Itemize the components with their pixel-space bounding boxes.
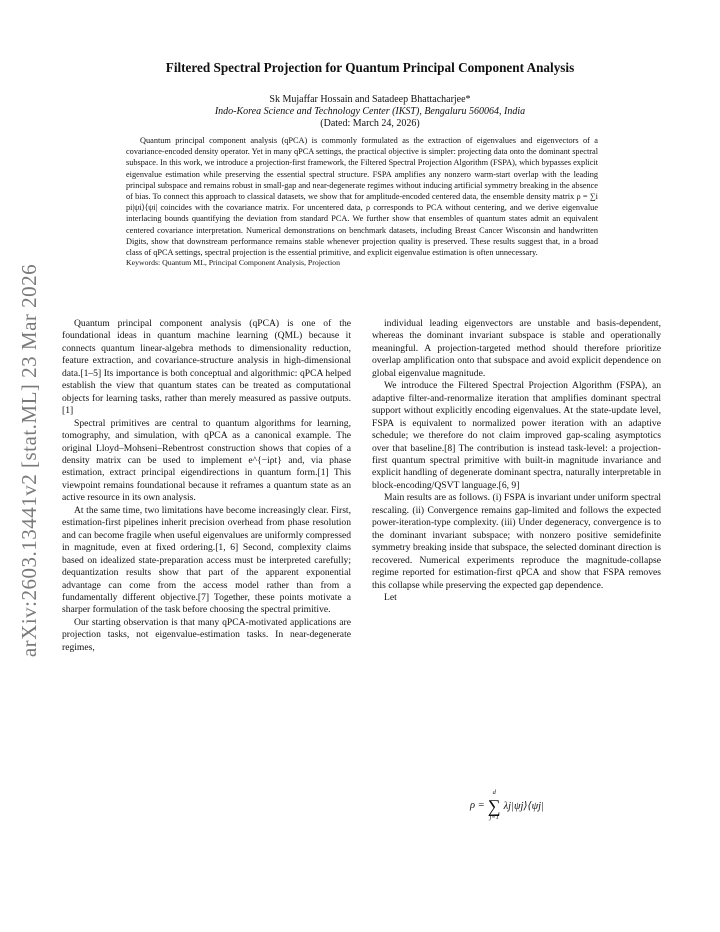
left-column <box>62 318 351 654</box>
sum-upper-limit: d <box>492 789 496 796</box>
arxiv-id: arXiv:2603.13441v2 [stat.ML] 23 Mar 2026 <box>17 263 42 657</box>
affiliation: Indo-Korea Science and Technology Center (IKST), Bengaluru 560064, India <box>214 106 526 117</box>
paragraph: Let <box>384 591 397 603</box>
density-matrix-equation <box>470 790 544 821</box>
keywords: Keywords: Quantum ML, Principal Component Analysis, Projection <box>126 258 340 267</box>
arxiv-stamp <box>6 250 54 670</box>
sum-lower-limit: j=1 <box>489 813 499 821</box>
paragraph: Our starting observation is that many qPCA-motivated applications are projection tasks, not eigenvalue-estimation tasks. In near-degenerate regimes, <box>62 616 351 653</box>
equation-lhs: ρ = <box>470 800 485 811</box>
paragraph: We introduce the Filtered Spectral Projection Algorithm (FSPA), an adaptive filter-and-renormalize iteration that amplifies dominant spectral support without explicitly encoding eigenvalues. At the state-update level, FSPA is equivalent to normalized power iteration with an adaptive schedule; we therefore do not claim improved gap-scaling asymptotics over that baseline.[8] The contribution is instead task-level: a projection-first quantum spectral primitive with built-in magnitude invariance and explicit handling of degenerate dominant spectra, naturally interpretable in block-encoding/QSVT language.[6, 9] <box>372 380 661 491</box>
paragraph: At the same time, two limitations have become increasingly clear. First, estimation-first pipelines inherit precision overhead from phase resolution and can become fragile when useful eigenvalues are uniformly compressed in magnitude, even at fixed ordering.[1, 6] Second, complexity claims based on idealized state-preparation access must be interpreted carefully; dequantization results show that part of the apparent exponential advantage can come from the access model rather than from a fundamentally different objective.[7] Together, these points motivate a sharper formulation of the task before choosing the spectral primitive. <box>62 504 351 616</box>
date-line: (Dated: March 24, 2026) <box>320 118 420 129</box>
abstract: Quantum principal component analysis (qPCA) is commonly formulated as the extraction of eigenvalues and eigenvectors of a covariance-encoded density operator. Yet in many qPCA settings, the practical objective is simpler: projecting data onto the dominant spectral subspace. In this work, we introduce a projection-first framework, the Filtered Spectral Projection Algorithm (FSPA), which bypasses explicit eigenvalue estimation while preserving the essential spectral structure. FSPA amplifies any nonzero warm-start overlap with the leading principal subspace and remains robust in small-gap and near-degenerate regimes without inducing artificial symmetry breaking in the absence of bias. To connect this approach to classical datasets, we show that for amplitude-encoded centered data, the ensemble density matrix ρ = ∑i pi|ψi⟩⟨ψi| coincides with the covariance matrix. For uncentered data, ρ corresponds to PCA without centering, and we derive eigenvalue interlacing bounds quantifying the deviation from standard PCA. We further show that ensembles of quantum states admit an equivalent centered covariance interpretation. Numerical demonstrations on benchmark datasets, including Breast Cancer Wisconsin and handwritten Digits, show that downstream performance remains stable whenever projection quality is preserved. These results suggest that, in a broad class of qPCA settings, spectral projection is the essential primitive, and explicit eigenvalue estimation is often unnecessary. <box>126 136 598 258</box>
authors: Sk Mujaffar Hossain and Satadeep Bhattacharjee* <box>269 94 471 105</box>
paragraph: Main results are as follows. (i) FSPA is invariant under uniform spectral rescaling. (ii) Convergence remains gap-limited and follows the expected power-iteration-type complexity. (iii) Under degeneracy, convergence is to the dominant invariant subspace; with nonzero positive semidefinite symmetry breaking inside that subspace, the selected dominant direction is recovered. Numerical experiments reproduce the magnitude-collapse regime reported for estimation-first qPCA and show that FSPA removes this collapse while preserving the expected gap dependence. <box>372 492 661 591</box>
paper-title: Filtered Spectral Projection for Quantum Principal Component Analysis <box>165 60 575 75</box>
author-block <box>90 94 650 130</box>
sum-symbol: ∑ <box>487 795 501 816</box>
summation <box>488 790 501 821</box>
paragraph: Quantum principal component analysis (qPCA) is one of the foundational ideas in quantum machine learning (QML) because it connects quantum linear-algebra methods to dimensionality reduction, feature extraction, and covariance-structure analysis in high-dimensional data.[1–5] Its importance is both conceptual and algorithmic: qPCA helped establish the view that quantum states can be treated as computational objects for learning tasks, rather than merely measured as passive outputs.[1] <box>62 318 351 417</box>
right-column <box>372 318 661 604</box>
paragraph: individual leading eigenvectors are unstable and basis-dependent, whereas the dominant invariant subspace is stable and operationally meaningful. A projection-targeted method should therefore prioritize overlap amplification onto that subspace and avoid explicit dependence on global eigenvalue magnitude. <box>372 318 661 379</box>
paragraph: Spectral primitives are central to quantum algorithms for learning, tomography, and simulation, with qPCA as a canonical example. The original Lloyd–Mohseni–Rebentrost construction shows that copies of a density matrix can be used to implement e^{−iρt} and, via phase estimation, extract principal eigendirections in quantum form.[1] This viewpoint remains foundational because it reframes a quantum state as an active resource in its own analysis. <box>62 417 351 504</box>
equation-body: λj|ψj⟩⟨ψj| <box>503 800 544 812</box>
